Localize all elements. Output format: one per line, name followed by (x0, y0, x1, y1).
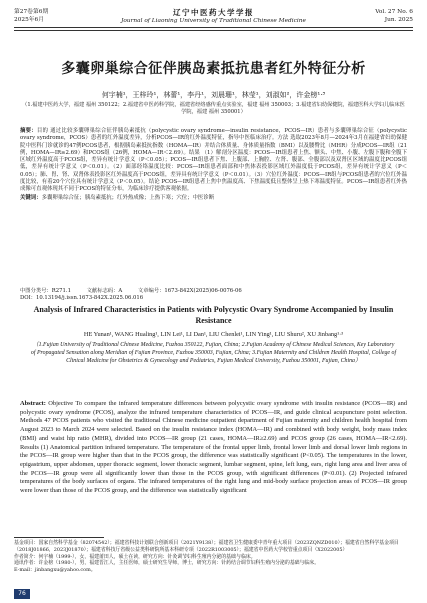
journal-name (14, 8, 413, 25)
english-authors: HE Yunan¹, WANG Hualing¹, LIN Lei¹, LI Dan¹, LIU Chenlei¹, LIN Ying¹, LIU Shuru², XU Jinbang¹·³ (83, 331, 344, 338)
fund-info: 基金项目：国家自然科学基金（82074542）；福建省科技计划联合创新项目（2021Y9138）；福建省卫生健康委中青年重大项目（2023ZQNZD010）；福建省自然科学基金项目（2018J01866，2023J01870）；福建省科技厅省级公益类科研院所基本科研专项（2022R1003005）；福建省中医药大学校管重点项目（X2022005） (14, 540, 399, 553)
corresponding-author-bio: 通讯作者：许金榜（1980-），男，福建晋江人，主任医师，硕士研究生导师，博士，研究方向：针药结合调节妇科生殖内分泌的基础与临床。 (14, 560, 320, 567)
header-rule-thin (14, 30, 413, 31)
abstract-text: 目的 通过比较多囊卵巢综合征伴胰岛素抵抗（polycystic ovary syndrome—insulin resistance，PCOS—IR）患者与多囊卵巢综合征（polycystic ovary syndrome，PCOS）患者的红外温度差异，分析PCOS—IR的红外温度特征，指导中医临床治疗。方法 选取2023年8月—2024年3月在福建省妇幼保健院中医科门诊就诊的47例PCOS患者，根据胰岛素抵抗指数（HOMA—IR）并结合体质量、身体质量指数（BMI）以及腰臀比（MHR）分成PCOS—IR组（21例，HOMA—IR≥2.69）和PCOS组（26例，HOMA—IR＜2.69）。结果 （1）解剖分区温度：PCOS—IR组患者上焦、额头、中焦、小腹、左腹下腹和全腹下区域红外温度高于PCOS组，差异有统计学意义（P＜0.05）；PCOS—IR组患者下焦、上腹部、上胸腔、左肾、腹部、全腹部以及双肾区区域的温度比PCOS组低，差异有统计学意义（P＜0.01）。（2）面部经络温度比较：PCOS—IR组患者面部和中焦体表投影区域红外温度低于PCOS组，差异有统计学意义（P＜0.05）；肺、胃、肾、双肾体表投影区红外温度高于PCOS组，差异具有统计学意义（P＜0.01）。（3）穴位红外温度：PCOS—IR组与PCOS组患者的穴位红外温度比较，有着20个穴位具有统计学意义（P＜0.05）。结论 PCOS—IR组患者上焦中焦温度高、下焦温度低且整体呈上热下寒温度特征。PCOS—IR组患者红外热成像可直观体现其不同于PCOS的特征分布，为临床诊疗提供客观依据。 (20, 128, 407, 193)
journal-name-en: Journal of Liaoning University of Traditional Chinese Medicine (121, 18, 306, 24)
journal-name-zh: 辽宁中医药大学学报 (173, 8, 254, 17)
footnote-rule (14, 537, 104, 538)
issue-date-en: Jun. 2025 (384, 17, 413, 23)
journal-volume-info-en (375, 8, 413, 24)
page-header (14, 8, 413, 32)
keywords (20, 195, 407, 202)
english-affiliations: （1.Fujian University of Traditional Chinese Medicine, Fuzhou 350122, Fujian, China; 2.Fujian Academy of Chinese Medical Sciences, Key Laboratory of Propagated Sensation along Meridian of Fujian Province, Fuzhou 350003, Fujian, China; 3.Fujian Maternity and Children Health Hospital, College of Clinical Medicine for Obstetrics & Gynecology and Pediatrics, Fujian Medical University, Fuzhou 350001, Fujian, China） (30, 342, 397, 365)
issue-date: 2025年6月 (14, 17, 45, 23)
paper-title: 多囊卵巢综合征伴胰岛素抵抗患者红外特征分析 (61, 61, 366, 77)
footnotes (14, 540, 413, 574)
volume-issue-en: Vol. 27 No. 6 (375, 9, 413, 15)
page-number: 76 (14, 589, 30, 599)
english-abstract-label: Abstract: (20, 400, 46, 407)
header-rule (14, 27, 413, 28)
english-title: Analysis of Infrared Characteristics in Patients with Polycystic Ovary Syndrome Accompanied by Insulin Resistance (33, 305, 394, 325)
keywords-label: 关键词： (20, 194, 42, 201)
affiliations: （1.福建中医药大学，福建 福州 350122；2.福建省中医药科学院，福建省经络感传重点实验室，福建 福州 350003；3.福建省妇幼保健院，福建医科大学妇儿临床医学院，福建 福州 350001） (22, 102, 405, 116)
author-list: 何宇楠¹，王梓玲¹，林蕾¹，李丹¹，刘晨珊¹，林莹¹，刘淑如²，许金榜¹·³ (101, 91, 326, 99)
document-code: 文献标志码：A (86, 288, 123, 294)
clc-number: 中图分类号：R271.1 (20, 288, 71, 294)
corresponding-email: E-mail：jinbangxu@yahoo.com。 (14, 567, 96, 574)
chinese-abstract (20, 128, 407, 202)
article-metadata (20, 288, 407, 302)
article-number: 文章编号：1673-842X(2025)06-0076-06 (137, 288, 242, 294)
doi: DOI：10.13194/j.issn.1673-842X.2025.06.016 (20, 295, 144, 301)
keywords-text: 多囊卵巢综合征；胰岛素抵抗；红外热成像；上热下寒；穴位；中医诊断 (41, 194, 215, 201)
volume-issue: 第27卷第6期 (14, 9, 49, 15)
english-abstract-text: Objective To compare the infrared temperature differences between polycystic ovary syndrome with insulin resistance (PCOS—IR) and polycystic ovary syndrome (PCOS), analyze the infrared temperature characteristics of PCOS—IR, and guide clinical acupuncture point selection. Methods 47 PCOS patients who visited the traditional Chinese medicine outpatient department of Fujian maternity and children health hospital from August 2023 to March 2024 were selected. Based on the insulin resistance index (HOMA—IR) and combined with body weight, body mass index (BMI) and waist hip ratio (MHR), divided into PCOS—IR group (21 cases, HOMA—IR≥2.69) and PCOS group (26 cases, HOMA—IR<2.69). Results (1) Anatomical partition infrared temperature. The temperature of the frontal upper limb, frontal lower limb and dorsal lower limb regions in the PCOS—IR group were higher than that in the PCOS group, the difference was statistically significant (P<0.05). The temperatures in the lower, epigastrium, upper abdomen, upper thoracic segment, lower thoracic segment, lumbar segment, spine, left lung, ears, right lung area and liver area of the PCOS—IR group were all significantly lower than those in the PCOS group, with significant differences (P<0.01). (2) Projected infrared temperatures of the body surfaces of organs. The infrared temperatures of the right lung and mid-body surface projection areas of PCOS—IR group were lower than those of the PCOS group, and the difference was statistically significant (20, 400, 407, 495)
english-abstract (20, 400, 407, 496)
abstract-label: 摘要： (20, 128, 37, 134)
first-author-bio: 作者简介：何宇楠（1999-），女，福建莆田人，硕士在读，研究方向：针灸调节妇科生殖内分泌的基础与临床。 (14, 553, 256, 560)
